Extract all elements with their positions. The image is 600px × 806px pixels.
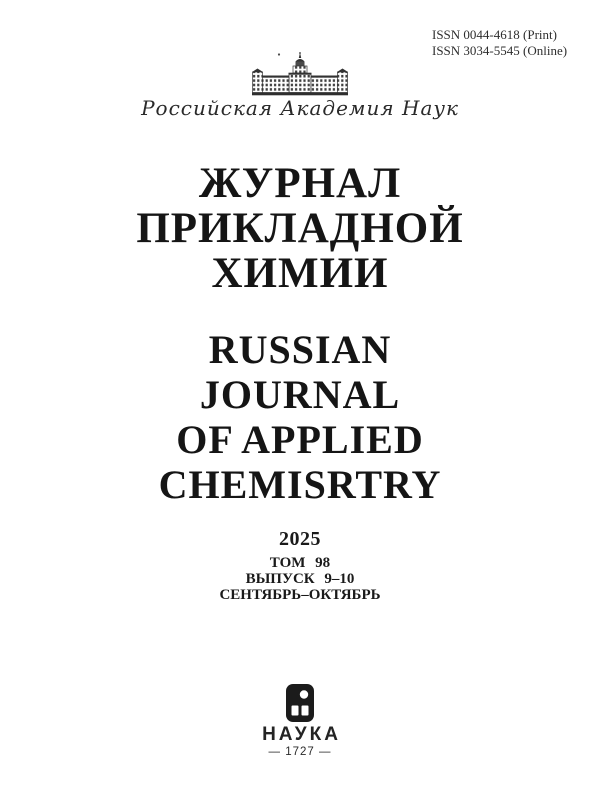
title-ru-line-1: ЖУРНАЛ bbox=[198, 160, 402, 207]
nauka-open-book-icon bbox=[286, 684, 314, 722]
issue-volume: ТОМ 98 bbox=[269, 555, 331, 571]
publisher-block bbox=[0, 684, 600, 758]
issue-year: 2025 bbox=[279, 528, 321, 550]
issue-months: СЕНТЯБРЬ–ОКТЯБРЬ bbox=[219, 587, 381, 603]
publisher-founded-year: — 1727 — bbox=[268, 746, 332, 758]
title-en-line-4: CHEMISRTRY bbox=[158, 462, 442, 507]
issn-online: ISSN 3034-5545 (Online) bbox=[432, 43, 568, 58]
publisher-name: НАУКА bbox=[262, 724, 341, 745]
academy-emblem bbox=[0, 52, 600, 120]
title-en-line-2: JOURNAL bbox=[199, 372, 401, 417]
title-ru-line-2: ПРИКЛАДНОЙ bbox=[136, 205, 464, 252]
issue-number: ВЫПУСК 9–10 bbox=[245, 571, 355, 587]
title-en-line-1: RUSSIAN bbox=[208, 327, 392, 372]
journal-title-english bbox=[0, 327, 600, 507]
journal-title-russian bbox=[0, 161, 600, 296]
academy-name-script: Российская Академия Наук bbox=[141, 96, 459, 120]
issn-print: ISSN 0044-4618 (Print) bbox=[432, 27, 557, 42]
title-en-line-3: OF APPLIED bbox=[176, 417, 424, 462]
ras-kunstkamera-building-icon bbox=[252, 52, 348, 96]
title-ru-line-3: ХИМИИ bbox=[211, 250, 389, 297]
issue-info-block bbox=[0, 529, 600, 603]
